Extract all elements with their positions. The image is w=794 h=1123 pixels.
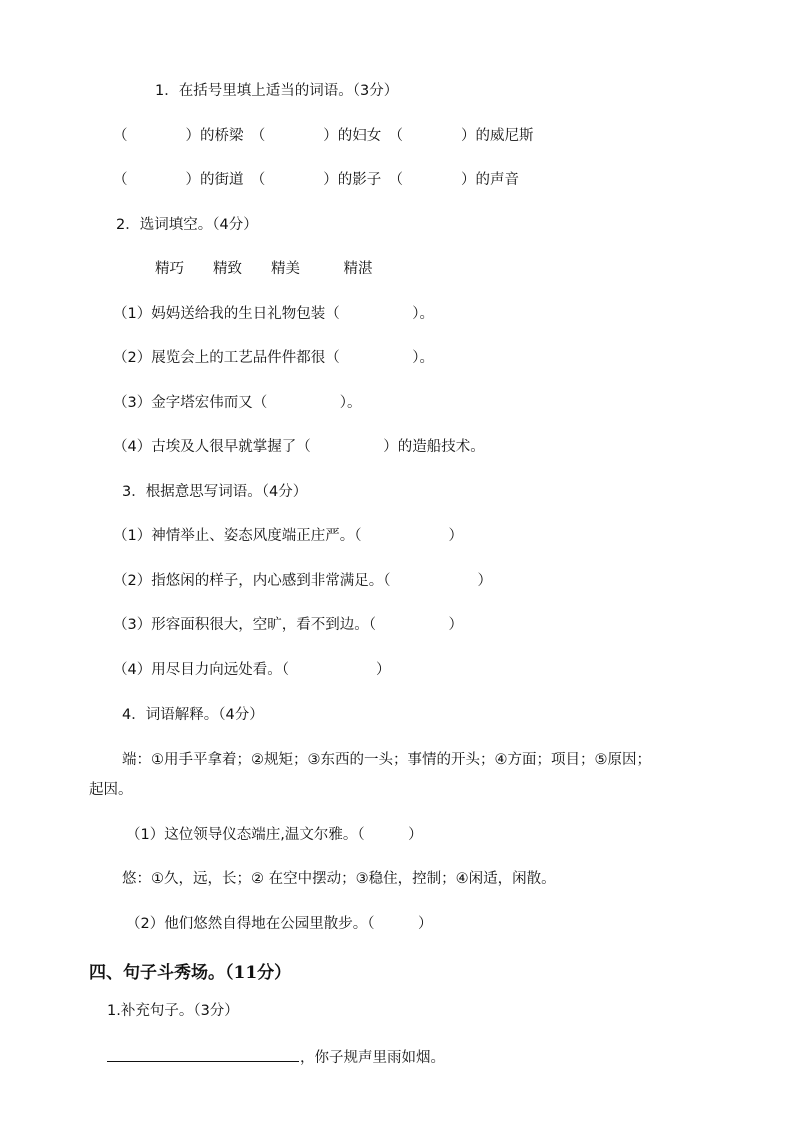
q1-title: 1．在括号里填上适当的词语。（3分） xyxy=(155,83,399,99)
q4-definition-duan-line-2: 起因。 xyxy=(89,782,133,798)
q2-item-4: （4）古埃及人很早就掌握了（ ）的造船技术。 xyxy=(113,439,485,455)
q3-item-4: （4）用尽目力向远处看。（ ） xyxy=(113,662,391,678)
q2-title: 2．选词填空。（4分） xyxy=(116,217,258,233)
q3-item-1: （1）神情举止、姿态风度端正庄严。（ ） xyxy=(113,528,463,544)
q2-item-2: （2）展览会上的工艺品件件都很（ ）。 xyxy=(113,350,434,366)
q2-item-1: （1）妈妈送给我的生日礼物包装（ ）。 xyxy=(113,306,434,322)
part-4-q1-sentence xyxy=(107,1045,445,1068)
answer-blank-line[interactable] xyxy=(107,1045,299,1062)
q4-definition-you: 悠：①久，远，长；② 在空中摆动；③稳住，控制；④闲适，闲散。 xyxy=(122,871,556,887)
q2-item-3: （3）金字塔宏伟而又（ ）。 xyxy=(113,395,362,411)
part-4-heading: 四、句子斗秀场。（11分） xyxy=(89,963,292,983)
q3-title: 3．根据意思写词语。（4分） xyxy=(122,484,308,500)
q4-item-1: （1）这位领导仪态端庄,温文尔雅。（ ） xyxy=(126,827,423,843)
q4-item-2: （2）他们悠然自得地在公园里散步。（ ） xyxy=(126,916,433,932)
q3-item-3: （3）形容面积很大，空旷，看不到边。（ ） xyxy=(113,617,463,633)
q4-title: 4．词语解释。（4分） xyxy=(122,707,264,723)
part-4-q1-title: 1.补充句子。（3分） xyxy=(107,1003,239,1019)
q1-row-2: （ ）的街道 （ ）的影子 （ ）的声音 xyxy=(113,172,519,188)
q2-word-choices: 精巧 精致 精美 精湛 xyxy=(155,261,373,277)
part-4-q1-sentence-text: ，你子规声里雨如烟。 xyxy=(300,1050,445,1066)
q4-definition-duan-line-1: 端：①用手平拿着；②规矩；③东西的一头；事情的开头；④方面；项目；⑤原因； xyxy=(122,752,651,768)
q3-item-2: （2）指悠闲的样子，内心感到非常满足。（ ） xyxy=(113,573,492,589)
q1-row-1: （ ）的桥梁 （ ）的妇女 （ ）的威尼斯 xyxy=(113,128,534,144)
